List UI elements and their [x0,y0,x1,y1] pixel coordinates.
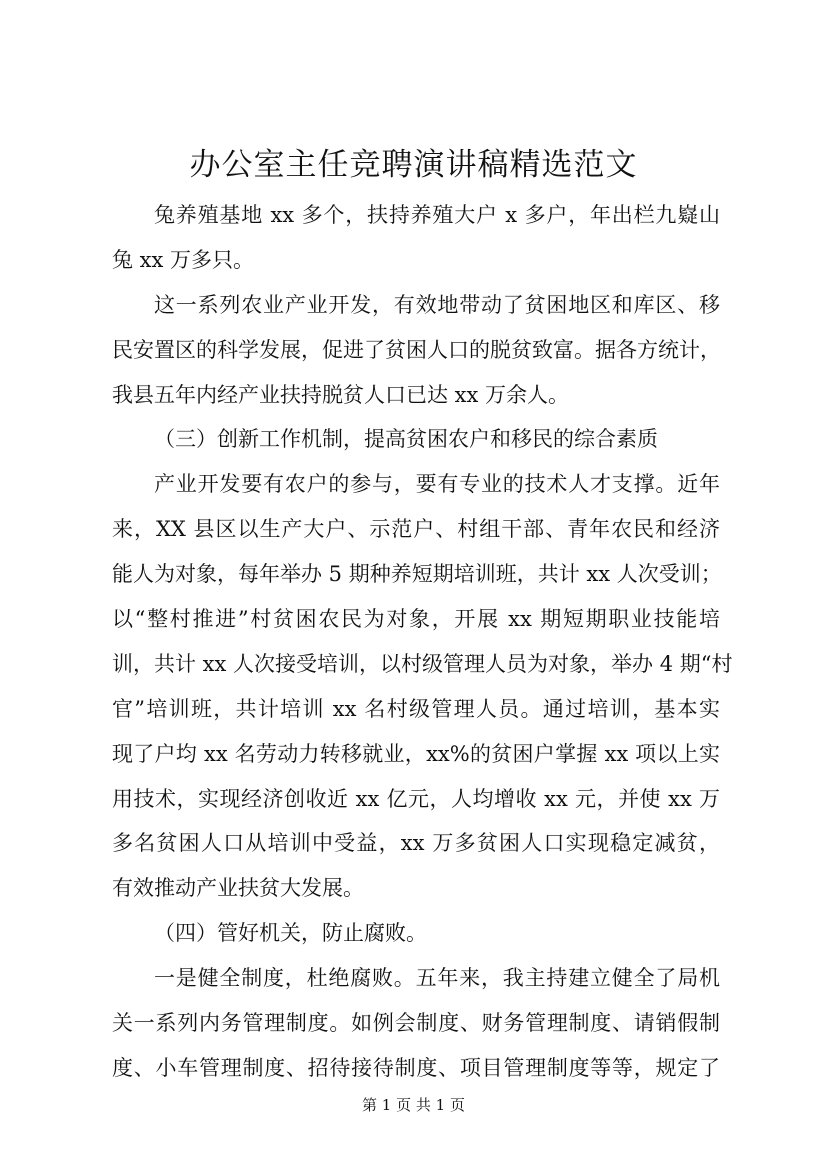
section-heading: （三）创新工作机制，提高贫困农户和移民的综合素质 [154,427,658,452]
text-line: 来，XX 县区以生产大户、示范户、村组干部、青年农民和经济 [112,517,720,542]
text-line: 兔 xx 万多只。 [112,247,255,272]
text-line: 产业开发要有农户的参与，要有专业的技术人才支撑。近年 [154,472,720,497]
text-line: 兔养殖基地 xx 多个，扶持养殖大户 x 多户，年出栏九嶷山 [154,203,720,227]
text-line: 有效推动产业扶贫大发展。 [112,876,364,901]
text-line: 训，共计 xx 人次接受培训，以村级管理人员为对象，举办 4 期“村 [112,651,733,676]
text-line: 以“整村推进”村贫困农民为对象，开展 xx 期短期职业技能培 [112,607,720,632]
text-line: 官”培训班，共计培训 xx 名村级管理人员。通过培训，基本实 [112,696,720,721]
page-footer: 第 1 页 共 1 页 [362,1096,465,1114]
text-line: 多名贫困人口从培训中受益，xx 万多贫困人口实现稳定减贫， [112,831,720,856]
text-line: 这一系列农业产业开发，有效地带动了贫困地区和库区、移 [154,292,720,317]
text-line: 一是健全制度，杜绝腐败。五年来，我主持建立健全了局机 [154,966,720,991]
text-line: 民安置区的科学发展，促进了贫困人口的脱贫致富。据各方统计， [112,337,721,362]
text-line: 能人为对象，每年举办 5 期种养短期培训班，共计 xx 人次受训； [112,562,722,587]
text-line: 我县五年内经产业扶持脱贫人口已达 xx 万余人。 [112,382,570,407]
text-line: 关一系列内务管理制度。如例会制度、财务管理制度、请销假制 [112,1011,720,1036]
document-title: 办公室主任竞聘演讲稿精选范文 [189,147,638,183]
text-line: 度、小车管理制度、招待接待制度、项目管理制度等等，规定了 [112,1055,720,1080]
text-line: 现了户均 xx 名劳动力转移就业，xx%的贫困户掌握 xx 项以上实 [112,741,720,766]
text-line: 用技术，实现经济创收近 xx 亿元，人均增收 xx 元，并使 xx 万 [112,786,720,811]
document-body [112,193,733,1091]
section-heading: （四）管好机关，防止腐败。 [154,921,427,946]
